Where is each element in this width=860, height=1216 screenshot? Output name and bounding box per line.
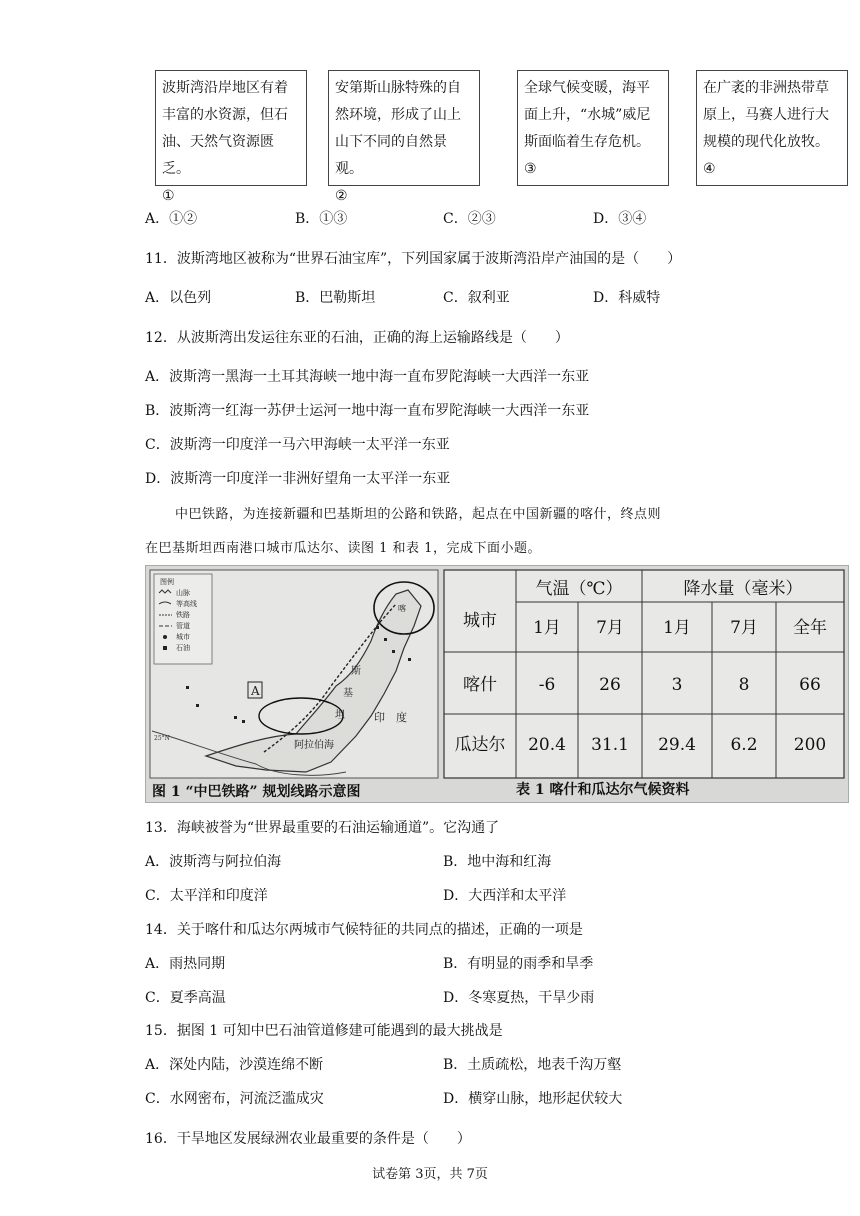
table-cell: 8: [738, 675, 750, 695]
statement-text: 波斯湾沿岸地区有着丰富的水资源，但石油、天然气资源匮乏。: [162, 80, 288, 177]
q13-stem: 13．海峡被誉为“世界最重要的石油运输通道”。它沟通了: [145, 820, 500, 836]
statement-number: ②: [335, 188, 348, 204]
table-subheader: 1月: [663, 618, 691, 638]
q13-option-d[interactable]: D．大西洋和太平洋: [443, 888, 567, 904]
table-cell: 26: [599, 675, 621, 695]
page-footer: 试卷第 3页，共 7页: [372, 1167, 488, 1182]
table-cell: 200: [793, 735, 827, 755]
statement-box-2: [328, 70, 480, 204]
q12-option-a[interactable]: A．波斯湾一黑海一土耳其海峡一地中海一直布罗陀海峡一大西洋一东亚: [145, 369, 590, 385]
q11-option-b[interactable]: B．巴勒斯坦: [295, 290, 376, 306]
q15-option-a[interactable]: A．深处内陆，沙漠连绵不断: [145, 1057, 324, 1073]
intro-line-1: 中巴铁路，为连接新疆和巴基斯坦的公路和铁路，起点在中国新疆的喀什，终点则: [175, 507, 662, 522]
table-precip-header: 降水量（毫米）: [683, 579, 803, 599]
statement-text: 安第斯山脉特殊的自然环境，形成了山上山下不同的自然景观。: [335, 80, 461, 177]
table-cell: -6: [538, 675, 556, 695]
q14-option-d[interactable]: D．冬寒夏热，干旱少雨: [443, 990, 595, 1006]
legend-item: 石油: [176, 644, 190, 652]
statement-text: 全球气候变暖，海平面上升，“水城”威尼斯面临着生存危机。: [524, 80, 651, 150]
q13-option-c[interactable]: C．太平洋和印度洋: [145, 888, 268, 904]
legend-item: 城市: [176, 633, 190, 641]
q15-stem: 15．据图 1 可知中巴石油管道修建可能遇到的最大挑战是: [145, 1023, 503, 1039]
legend-item: 图例: [160, 578, 174, 586]
india-label: 印 度: [374, 711, 407, 724]
table-temp-header: 气温（℃）: [535, 579, 623, 599]
q10-option-c[interactable]: C．②③: [443, 211, 496, 227]
table-cell: 31.1: [591, 735, 629, 755]
statement-number: ④: [703, 161, 716, 177]
q10-option-a[interactable]: A．①②: [145, 211, 198, 227]
table-subheader: 7月: [596, 618, 624, 638]
table-cell: 29.4: [658, 735, 696, 755]
statement-box-1: [155, 70, 307, 204]
q11-option-c[interactable]: C．叙利亚: [443, 290, 510, 306]
q14-option-a[interactable]: A．雨热同期: [145, 956, 226, 972]
q15-option-d[interactable]: D．横穿山脉，地形起伏较大: [443, 1091, 623, 1107]
table-cell: 6.2: [730, 735, 758, 755]
table-caption: 表 1 喀什和瓜达尔气候资料: [516, 782, 690, 798]
country-char: 斯: [351, 666, 361, 677]
q10-option-d[interactable]: D．③④: [593, 211, 647, 227]
table-cell-city: 喀什: [463, 675, 497, 695]
q16-stem: 16．干旱地区发展绿洲农业最重要的条件是（ ）: [145, 1131, 471, 1147]
q11-option-a[interactable]: A．以色列: [145, 290, 212, 306]
table-subheader: 7月: [730, 618, 758, 638]
legend-item: 等高线: [176, 600, 197, 608]
q14-option-b[interactable]: B．有明显的雨季和旱季: [443, 956, 594, 972]
table-cell: 20.4: [528, 735, 566, 755]
country-char: 基: [343, 688, 353, 699]
figure-photo: [145, 565, 849, 803]
table-subheader: 全年: [793, 618, 827, 638]
q12-option-b[interactable]: B．波斯湾一红海一苏伊士运河一地中海一直布罗陀海峡一大西洋一东亚: [145, 403, 590, 419]
legend-item: 铁路: [176, 611, 190, 619]
statement-number: ③: [524, 161, 537, 177]
table-cell: 3: [671, 675, 683, 695]
legend-item: 管道: [176, 622, 190, 630]
q13-option-b[interactable]: B．地中海和红海: [443, 854, 552, 870]
q13-option-a[interactable]: A．波斯湾与阿拉伯海: [145, 854, 282, 870]
map-caption: 图 1 “中巴铁路” 规划线路示意图: [152, 784, 361, 800]
legend-city-icon: [163, 635, 167, 639]
q12-option-d[interactable]: D．波斯湾一印度洋一非洲好望角一太平洋一东亚: [145, 471, 451, 487]
statement-box-3: [517, 70, 669, 186]
table-cell-city: 瓜达尔: [454, 735, 506, 755]
statement-box-4: [696, 70, 848, 186]
figure-svg: [146, 566, 849, 803]
q11-option-d[interactable]: D．科威特: [593, 290, 661, 306]
region-a-label: A: [251, 684, 260, 698]
country-char: 坦: [335, 710, 345, 721]
climate-table: [444, 570, 844, 778]
q12-option-c[interactable]: C．波斯湾一印度洋一马六甲海峡一太平洋一东亚: [145, 437, 450, 453]
kashgar-label: 喀: [398, 604, 406, 613]
q12-stem: 12．从波斯湾出发运往东亚的石油，正确的海上运输路线是（ ）: [145, 330, 569, 346]
table-city-header: 城市: [463, 611, 497, 631]
latitude-label: 25°N: [154, 735, 170, 742]
legend-oil-icon: [163, 646, 167, 650]
legend-item: 山脉: [176, 589, 190, 597]
q15-option-c[interactable]: C．水网密布，河流泛滥成灾: [145, 1091, 324, 1107]
statement-text: 在广袤的非洲热带草原上，马赛人进行大规模的现代化放牧。: [703, 80, 829, 150]
q11-stem: 11．波斯湾地区被称为“世界石油宝库”，下列国家属于波斯湾沿岸产油国的是（ ）: [145, 251, 682, 267]
table-subheader: 1月: [533, 618, 561, 638]
table-cell: 66: [799, 675, 821, 695]
q14-option-c[interactable]: C．夏季高温: [145, 990, 226, 1006]
arabian-sea-label: 阿拉伯海: [294, 740, 334, 751]
statement-number: ①: [162, 188, 175, 204]
intro-line-2: 在巴基斯坦西南港口城市瓜达尔、读图 1 和表 1，完成下面小题。: [145, 541, 541, 556]
q10-option-b[interactable]: B．①③: [295, 211, 348, 227]
q14-stem: 14．关于喀什和瓜达尔两城市气候特征的共同点的描述，正确的一项是: [145, 922, 583, 938]
q15-option-b[interactable]: B．土质疏松，地表千沟万壑: [443, 1057, 622, 1073]
